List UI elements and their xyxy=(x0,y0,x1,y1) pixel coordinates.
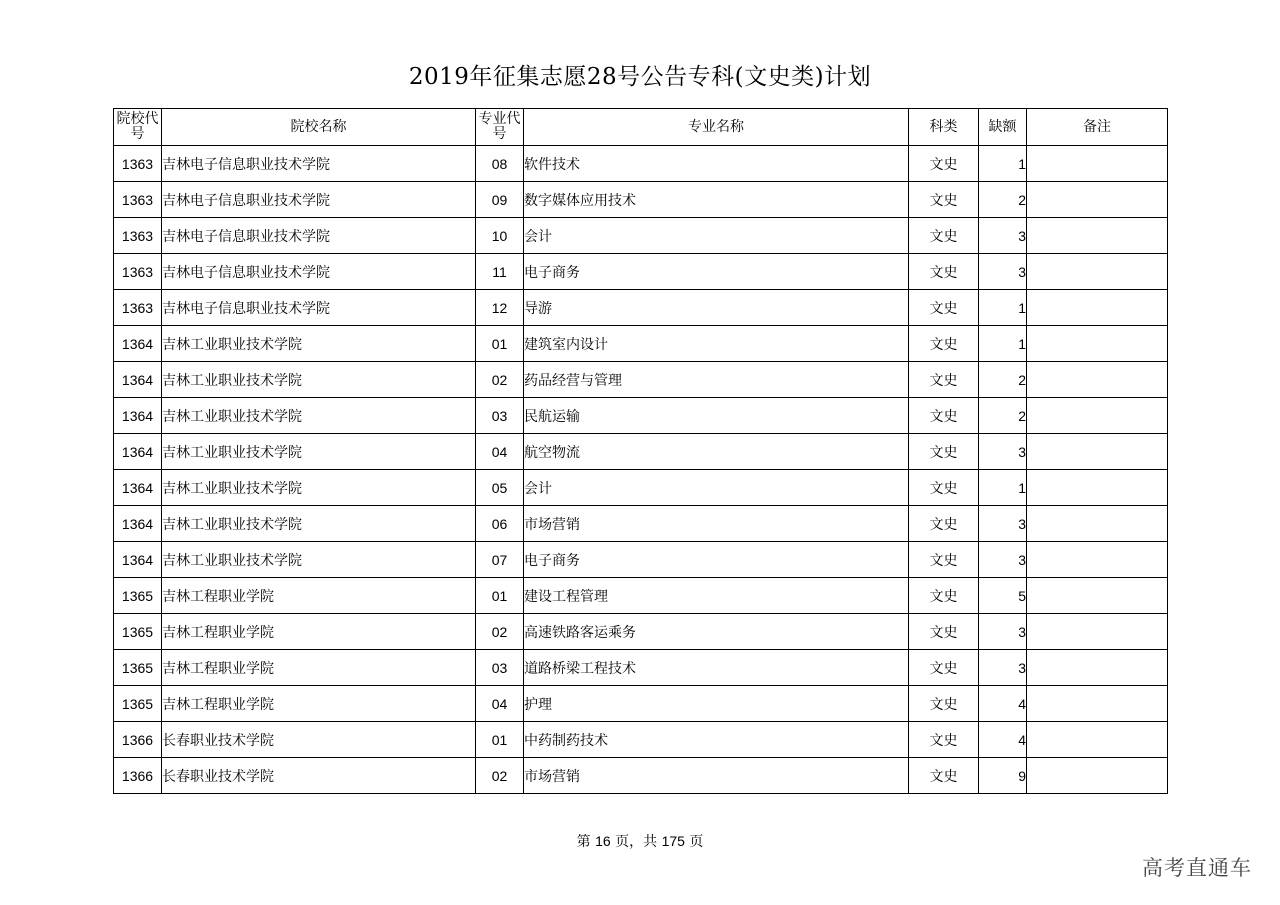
cell-quota: 3 xyxy=(979,650,1027,686)
table-row xyxy=(114,398,1168,434)
cell-category: 文史 xyxy=(909,290,979,326)
cell-school-name: 吉林工程职业学院 xyxy=(162,650,476,686)
cell-school-name: 吉林工业职业技术学院 xyxy=(162,362,476,398)
cell-quota: 3 xyxy=(979,434,1027,470)
cell-quota: 2 xyxy=(979,398,1027,434)
cell-major-name: 导游 xyxy=(524,290,909,326)
cell-quota: 2 xyxy=(979,362,1027,398)
cell-school-code: 1364 xyxy=(114,470,162,506)
cell-quota: 9 xyxy=(979,758,1027,794)
footer-total-pages: 175 xyxy=(661,833,685,849)
header-major-name: 专业名称 xyxy=(524,109,909,146)
table-row xyxy=(114,290,1168,326)
plan-table xyxy=(113,108,1168,794)
cell-category: 文史 xyxy=(909,758,979,794)
cell-category: 文史 xyxy=(909,722,979,758)
footer-prefix: 第 xyxy=(576,834,591,850)
cell-category: 文史 xyxy=(909,254,979,290)
cell-major-name: 市场营销 xyxy=(524,758,909,794)
cell-major-code: 09 xyxy=(476,182,524,218)
cell-category: 文史 xyxy=(909,470,979,506)
footer-mid: 页，共 xyxy=(615,834,658,850)
header-school-name: 院校名称 xyxy=(162,109,476,146)
cell-quota: 2 xyxy=(979,182,1027,218)
footer-suffix: 页 xyxy=(689,834,704,850)
cell-school-name: 吉林工业职业技术学院 xyxy=(162,326,476,362)
cell-major-name: 会计 xyxy=(524,470,909,506)
cell-category: 文史 xyxy=(909,182,979,218)
header-row xyxy=(114,109,1168,146)
table-row xyxy=(114,722,1168,758)
cell-school-name: 吉林工程职业学院 xyxy=(162,578,476,614)
cell-major-name: 药品经营与管理 xyxy=(524,362,909,398)
table-row xyxy=(114,614,1168,650)
footer-page-number: 16 xyxy=(595,833,611,849)
cell-remark xyxy=(1027,362,1168,398)
cell-major-name: 电子商务 xyxy=(524,542,909,578)
table-row xyxy=(114,434,1168,470)
cell-major-code: 03 xyxy=(476,650,524,686)
cell-quota: 4 xyxy=(979,686,1027,722)
cell-major-code: 10 xyxy=(476,218,524,254)
cell-school-code: 1366 xyxy=(114,722,162,758)
cell-major-code: 08 xyxy=(476,146,524,182)
header-school-code: 院校代号 xyxy=(114,109,162,146)
cell-major-code: 02 xyxy=(476,362,524,398)
header-major-code: 专业代号 xyxy=(476,109,524,146)
cell-school-code: 1365 xyxy=(114,578,162,614)
cell-category: 文史 xyxy=(909,146,979,182)
cell-school-name: 吉林电子信息职业技术学院 xyxy=(162,182,476,218)
cell-major-code: 01 xyxy=(476,722,524,758)
table-row xyxy=(114,542,1168,578)
cell-major-name: 高速铁路客运乘务 xyxy=(524,614,909,650)
cell-remark xyxy=(1027,722,1168,758)
cell-quota: 4 xyxy=(979,722,1027,758)
cell-remark xyxy=(1027,146,1168,182)
cell-category: 文史 xyxy=(909,650,979,686)
cell-school-code: 1364 xyxy=(114,362,162,398)
table-row xyxy=(114,758,1168,794)
cell-school-code: 1364 xyxy=(114,326,162,362)
cell-school-name: 吉林工业职业技术学院 xyxy=(162,398,476,434)
cell-remark xyxy=(1027,686,1168,722)
cell-category: 文史 xyxy=(909,578,979,614)
header-quota: 缺额 xyxy=(979,109,1027,146)
cell-major-code: 03 xyxy=(476,398,524,434)
cell-category: 文史 xyxy=(909,542,979,578)
table-row xyxy=(114,578,1168,614)
cell-quota: 3 xyxy=(979,218,1027,254)
cell-school-name: 长春职业技术学院 xyxy=(162,758,476,794)
cell-remark xyxy=(1027,326,1168,362)
cell-school-code: 1365 xyxy=(114,614,162,650)
cell-school-name: 吉林工程职业学院 xyxy=(162,686,476,722)
table-row xyxy=(114,182,1168,218)
cell-major-name: 中药制药技术 xyxy=(524,722,909,758)
cell-school-code: 1365 xyxy=(114,686,162,722)
page-title: 2019年征集志愿28号公告专科(文史类)计划 xyxy=(408,64,872,90)
table-row xyxy=(114,650,1168,686)
cell-major-code: 01 xyxy=(476,326,524,362)
cell-school-name: 吉林工业职业技术学院 xyxy=(162,542,476,578)
table-row xyxy=(114,506,1168,542)
table-row xyxy=(114,470,1168,506)
cell-school-code: 1363 xyxy=(114,218,162,254)
cell-quota: 1 xyxy=(979,470,1027,506)
cell-school-name: 长春职业技术学院 xyxy=(162,722,476,758)
cell-remark xyxy=(1027,542,1168,578)
cell-school-name: 吉林电子信息职业技术学院 xyxy=(162,254,476,290)
cell-school-code: 1363 xyxy=(114,254,162,290)
header-remark: 备注 xyxy=(1027,109,1168,146)
cell-major-name: 软件技术 xyxy=(524,146,909,182)
cell-remark xyxy=(1027,254,1168,290)
cell-remark xyxy=(1027,650,1168,686)
cell-remark xyxy=(1027,434,1168,470)
cell-category: 文史 xyxy=(909,506,979,542)
cell-major-code: 01 xyxy=(476,578,524,614)
cell-major-name: 电子商务 xyxy=(524,254,909,290)
cell-school-code: 1363 xyxy=(114,290,162,326)
cell-quota: 1 xyxy=(979,326,1027,362)
cell-school-name: 吉林工业职业技术学院 xyxy=(162,506,476,542)
cell-major-code: 05 xyxy=(476,470,524,506)
table-row xyxy=(114,146,1168,182)
cell-remark xyxy=(1027,506,1168,542)
table-row xyxy=(114,326,1168,362)
cell-category: 文史 xyxy=(909,614,979,650)
cell-remark xyxy=(1027,614,1168,650)
cell-quota: 3 xyxy=(979,254,1027,290)
cell-quota: 3 xyxy=(979,506,1027,542)
cell-major-code: 12 xyxy=(476,290,524,326)
cell-major-name: 道路桥梁工程技术 xyxy=(524,650,909,686)
cell-major-code: 04 xyxy=(476,434,524,470)
cell-category: 文史 xyxy=(909,686,979,722)
cell-school-name: 吉林工业职业技术学院 xyxy=(162,470,476,506)
cell-school-code: 1364 xyxy=(114,542,162,578)
cell-major-code: 02 xyxy=(476,614,524,650)
cell-major-code: 11 xyxy=(476,254,524,290)
cell-school-code: 1363 xyxy=(114,182,162,218)
cell-school-name: 吉林电子信息职业技术学院 xyxy=(162,218,476,254)
cell-school-name: 吉林工程职业学院 xyxy=(162,614,476,650)
cell-school-name: 吉林电子信息职业技术学院 xyxy=(162,146,476,182)
cell-school-code: 1365 xyxy=(114,650,162,686)
cell-major-name: 数字媒体应用技术 xyxy=(524,182,909,218)
cell-school-code: 1366 xyxy=(114,758,162,794)
cell-remark xyxy=(1027,470,1168,506)
cell-major-name: 建筑室内设计 xyxy=(524,326,909,362)
cell-remark xyxy=(1027,758,1168,794)
cell-major-name: 护理 xyxy=(524,686,909,722)
cell-category: 文史 xyxy=(909,218,979,254)
cell-major-name: 航空物流 xyxy=(524,434,909,470)
cell-remark xyxy=(1027,578,1168,614)
cell-quota: 1 xyxy=(979,146,1027,182)
table-body xyxy=(114,146,1168,794)
cell-major-code: 07 xyxy=(476,542,524,578)
cell-school-code: 1364 xyxy=(114,398,162,434)
cell-school-code: 1364 xyxy=(114,434,162,470)
cell-category: 文史 xyxy=(909,326,979,362)
cell-school-name: 吉林电子信息职业技术学院 xyxy=(162,290,476,326)
cell-remark xyxy=(1027,290,1168,326)
cell-remark xyxy=(1027,398,1168,434)
cell-school-name: 吉林工业职业技术学院 xyxy=(162,434,476,470)
cell-major-name: 会计 xyxy=(524,218,909,254)
cell-quota: 3 xyxy=(979,614,1027,650)
cell-school-code: 1364 xyxy=(114,506,162,542)
cell-quota: 1 xyxy=(979,290,1027,326)
cell-major-code: 06 xyxy=(476,506,524,542)
table-row xyxy=(114,254,1168,290)
table-row xyxy=(114,218,1168,254)
cell-major-name: 市场营销 xyxy=(524,506,909,542)
table-row xyxy=(114,362,1168,398)
cell-category: 文史 xyxy=(909,434,979,470)
page-footer xyxy=(0,831,1280,851)
watermark: 高考直通车 xyxy=(1142,856,1252,880)
cell-quota: 5 xyxy=(979,578,1027,614)
header-category: 科类 xyxy=(909,109,979,146)
cell-major-name: 建设工程管理 xyxy=(524,578,909,614)
cell-major-code: 02 xyxy=(476,758,524,794)
cell-category: 文史 xyxy=(909,362,979,398)
table-row xyxy=(114,686,1168,722)
cell-major-code: 04 xyxy=(476,686,524,722)
cell-school-code: 1363 xyxy=(114,146,162,182)
cell-remark xyxy=(1027,218,1168,254)
cell-quota: 3 xyxy=(979,542,1027,578)
cell-category: 文史 xyxy=(909,398,979,434)
cell-remark xyxy=(1027,182,1168,218)
cell-major-name: 民航运输 xyxy=(524,398,909,434)
